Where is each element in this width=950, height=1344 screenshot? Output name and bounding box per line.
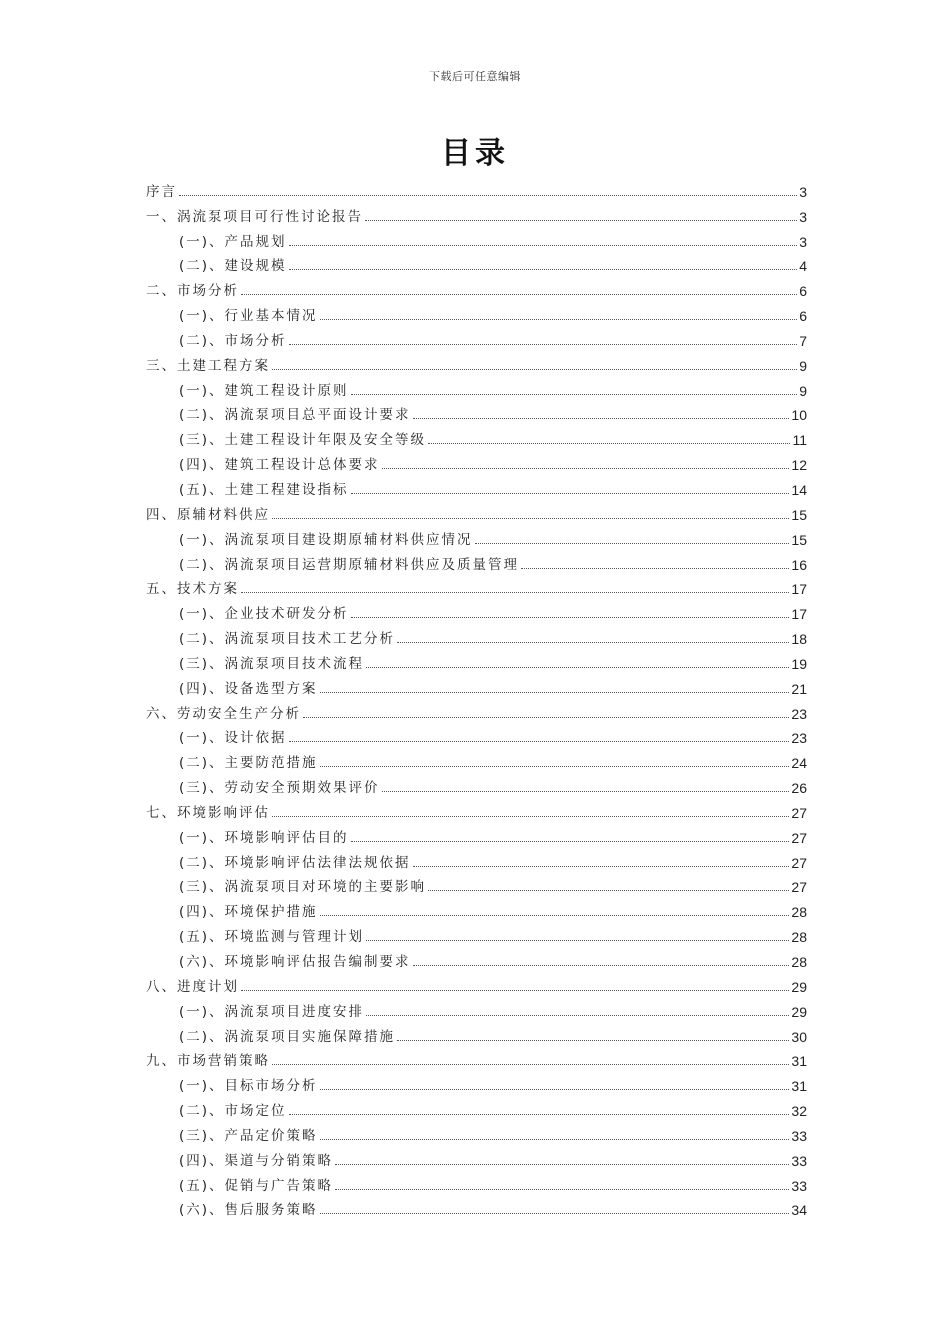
toc-dot-leader <box>397 642 789 643</box>
toc-chapter-entry[interactable] <box>146 349 807 374</box>
toc-dot-leader <box>365 220 797 221</box>
toc-chapter-entry[interactable] <box>146 796 807 821</box>
toc-section-entry[interactable] <box>146 1069 807 1094</box>
toc-page-number: 28 <box>791 929 807 946</box>
toc-dot-leader <box>272 369 797 370</box>
toc-chapter-entry[interactable] <box>146 175 807 200</box>
toc-section-entry[interactable] <box>146 821 807 846</box>
toc-entry-label: (二)、环境影响评估法律法规依据 <box>179 854 411 871</box>
toc-page-number: 29 <box>791 1003 807 1020</box>
toc-dot-leader <box>351 841 790 842</box>
toc-dot-leader <box>289 741 790 742</box>
toc-section-entry[interactable] <box>146 324 807 349</box>
toc-section-entry[interactable] <box>146 1169 807 1194</box>
toc-page-number: 27 <box>791 879 807 896</box>
toc-dot-leader <box>351 617 790 618</box>
toc-section-entry[interactable] <box>146 945 807 970</box>
toc-entry-label: 九、市场营销策略 <box>146 1053 270 1070</box>
toc-dot-leader <box>320 1139 790 1140</box>
toc-page-number: 28 <box>791 954 807 970</box>
toc-dot-leader <box>272 518 789 519</box>
toc-section-entry[interactable] <box>146 473 807 498</box>
toc-section-entry[interactable] <box>146 672 807 697</box>
toc-dot-leader <box>366 1015 789 1016</box>
toc-entry-label: (二)、涡流泵项目运营期原辅材料供应及质量管理 <box>179 556 520 573</box>
toc-entry-label: 五、技术方案 <box>146 581 239 598</box>
toc-entry-label: (二)、建设规模 <box>179 258 287 275</box>
toc-section-entry[interactable] <box>146 374 807 399</box>
toc-page-number: 21 <box>791 680 807 697</box>
toc-page-number: 26 <box>791 780 807 797</box>
toc-section-entry[interactable] <box>146 722 807 747</box>
toc-dot-leader <box>351 394 798 395</box>
toc-dot-leader <box>303 717 789 718</box>
toc-section-entry[interactable] <box>146 523 807 548</box>
toc-page-number: 32 <box>791 1103 807 1120</box>
toc-page-number: 29 <box>791 978 807 995</box>
toc-section-entry[interactable] <box>146 299 807 324</box>
toc-section-entry[interactable] <box>146 225 807 250</box>
toc-entry-label: (一)、目标市场分析 <box>179 1078 318 1095</box>
toc-entry-label: (二)、涡流泵项目总平面设计要求 <box>179 407 411 424</box>
toc-section-entry[interactable] <box>146 250 807 275</box>
toc-entry-label: 三、土建工程方案 <box>146 357 270 374</box>
toc-dot-leader <box>382 791 790 792</box>
toc-dot-leader <box>382 468 790 469</box>
toc-section-entry[interactable] <box>146 647 807 672</box>
toc-entry-label: (一)、行业基本情况 <box>179 308 318 325</box>
toc-entry-label: 六、劳动安全生产分析 <box>146 705 301 722</box>
toc-section-entry[interactable] <box>146 1119 807 1144</box>
toc-section-entry[interactable] <box>146 1020 807 1045</box>
toc-entry-label: 七、环境影响评估 <box>146 804 270 821</box>
toc-entry-label: (三)、涡流泵项目对环境的主要影响 <box>179 879 427 896</box>
toc-page-number: 27 <box>791 854 807 871</box>
toc-page-number: 9 <box>799 382 807 399</box>
table-of-contents <box>146 175 807 1218</box>
toc-page-number: 33 <box>791 1127 807 1144</box>
toc-entry-label: (五)、土建工程建设指标 <box>179 481 349 498</box>
toc-dot-leader <box>335 1189 789 1190</box>
toc-dot-leader <box>272 816 789 817</box>
toc-dot-leader <box>179 195 797 196</box>
toc-page-number: 24 <box>791 755 807 772</box>
toc-dot-leader <box>320 692 790 693</box>
toc-dot-leader <box>320 915 790 916</box>
toc-section-entry[interactable] <box>146 423 807 448</box>
toc-dot-leader <box>428 443 790 444</box>
toc-entry-label: (四)、设备选型方案 <box>179 680 318 697</box>
toc-page-number: 4 <box>799 258 807 275</box>
toc-section-entry[interactable] <box>146 920 807 945</box>
toc-chapter-entry[interactable] <box>146 200 807 225</box>
toc-entry-label: (四)、渠道与分销策略 <box>179 1152 334 1169</box>
toc-dot-leader <box>272 1064 789 1065</box>
toc-dot-leader <box>366 667 789 668</box>
toc-entry-label: (五)、促销与广告策略 <box>179 1177 334 1194</box>
toc-dot-leader <box>289 344 798 345</box>
toc-page-number: 6 <box>799 283 807 300</box>
toc-dot-leader <box>241 294 797 295</box>
toc-section-entry[interactable] <box>146 1194 807 1219</box>
toc-dot-leader <box>413 965 790 966</box>
toc-page-number: 11 <box>792 432 807 449</box>
toc-page-number: 15 <box>791 531 807 548</box>
toc-dot-leader <box>289 1114 790 1115</box>
toc-section-entry[interactable] <box>146 448 807 473</box>
toc-entry-label: 二、市场分析 <box>146 283 239 300</box>
toc-dot-leader <box>241 990 789 991</box>
toc-chapter-entry[interactable] <box>146 697 807 722</box>
toc-page-number: 33 <box>791 1177 807 1194</box>
toc-dot-leader <box>241 592 789 593</box>
toc-page-number: 14 <box>791 481 807 498</box>
toc-entry-label: 序言 <box>146 183 177 200</box>
toc-dot-leader <box>475 543 790 544</box>
toc-entry-label: (五)、环境监测与管理计划 <box>179 929 365 946</box>
toc-page-number: 7 <box>799 332 807 349</box>
toc-dot-leader <box>351 493 790 494</box>
toc-entry-label: (六)、环境影响评估报告编制要求 <box>179 954 411 970</box>
toc-page-number: 18 <box>791 631 807 648</box>
toc-section-entry[interactable] <box>146 1094 807 1119</box>
toc-entry-label: (一)、建筑工程设计原则 <box>179 382 349 399</box>
toc-page-number: 12 <box>791 457 807 474</box>
toc-dot-leader <box>397 1040 789 1041</box>
toc-dot-leader <box>320 1213 790 1214</box>
toc-section-entry[interactable] <box>146 399 807 424</box>
toc-dot-leader <box>335 1164 789 1165</box>
toc-entry-label: 四、原辅材料供应 <box>146 506 270 523</box>
toc-entry-label: (一)、涡流泵项目建设期原辅材料供应情况 <box>179 531 473 548</box>
toc-entry-label: (一)、产品规划 <box>179 233 287 250</box>
toc-page-number: 31 <box>791 1078 807 1095</box>
toc-section-entry[interactable] <box>146 548 807 573</box>
toc-entry-label: 一、涡流泵项目可行性讨论报告 <box>146 208 363 225</box>
toc-page-number: 3 <box>799 233 807 250</box>
toc-section-entry[interactable] <box>146 622 807 647</box>
toc-entry-label: (四)、环境保护措施 <box>179 904 318 921</box>
toc-page-number: 15 <box>791 506 807 523</box>
toc-page-number: 23 <box>791 705 807 722</box>
toc-entry-label: (一)、涡流泵项目进度安排 <box>179 1003 365 1020</box>
header-note: 下载后可任意编辑 <box>429 70 521 83</box>
toc-dot-leader <box>428 890 789 891</box>
toc-section-entry[interactable] <box>146 995 807 1020</box>
toc-dot-leader <box>320 766 790 767</box>
toc-entry-label: 八、进度计划 <box>146 978 239 995</box>
toc-page-number: 28 <box>791 904 807 921</box>
page-title: 目录 <box>441 136 509 171</box>
toc-entry-label: (二)、涡流泵项目实施保障措施 <box>179 1028 396 1045</box>
toc-entry-label: (二)、市场分析 <box>179 332 287 349</box>
toc-entry-label: (二)、主要防范措施 <box>179 755 318 772</box>
toc-entry-label: (三)、土建工程设计年限及安全等级 <box>179 432 427 449</box>
toc-page-number: 17 <box>791 581 807 598</box>
toc-page-number: 34 <box>791 1202 807 1219</box>
toc-section-entry[interactable] <box>146 1144 807 1169</box>
toc-entry-label: (一)、环境影响评估目的 <box>179 829 349 846</box>
toc-dot-leader <box>521 568 789 569</box>
toc-dot-leader <box>289 245 798 246</box>
toc-entry-label: (二)、涡流泵项目技术工艺分析 <box>179 631 396 648</box>
toc-entry-label: (一)、设计依据 <box>179 730 287 747</box>
toc-page-number: 19 <box>791 655 807 672</box>
toc-entry-label: (三)、劳动安全预期效果评价 <box>179 780 380 797</box>
toc-entry-label: (四)、建筑工程设计总体要求 <box>179 457 380 474</box>
toc-page-number: 27 <box>791 804 807 821</box>
toc-chapter-entry[interactable] <box>146 970 807 995</box>
toc-page-number: 30 <box>791 1028 807 1045</box>
toc-entry-label: (一)、企业技术研发分析 <box>179 606 349 623</box>
toc-chapter-entry[interactable] <box>146 573 807 598</box>
toc-chapter-entry[interactable] <box>146 498 807 523</box>
toc-page-number: 31 <box>791 1053 807 1070</box>
toc-page-number: 23 <box>791 730 807 747</box>
toc-section-entry[interactable] <box>146 871 807 896</box>
toc-dot-leader <box>289 269 798 270</box>
toc-entry-label: (三)、涡流泵项目技术流程 <box>179 655 365 672</box>
toc-dot-leader <box>413 866 790 867</box>
toc-entry-label: (六)、售后服务策略 <box>179 1202 318 1219</box>
toc-page-number: 9 <box>799 357 807 374</box>
toc-page-number: 33 <box>791 1152 807 1169</box>
toc-entry-label: (三)、产品定价策略 <box>179 1127 318 1144</box>
toc-page-number: 17 <box>791 606 807 623</box>
toc-chapter-entry[interactable] <box>146 274 807 299</box>
toc-section-entry[interactable] <box>146 746 807 771</box>
toc-page-number: 3 <box>799 208 807 225</box>
toc-section-entry[interactable] <box>146 597 807 622</box>
toc-dot-leader <box>320 319 798 320</box>
toc-page-number: 3 <box>799 183 807 200</box>
toc-dot-leader <box>366 940 789 941</box>
toc-section-entry[interactable] <box>146 771 807 796</box>
toc-chapter-entry[interactable] <box>146 1045 807 1070</box>
toc-page-number: 27 <box>791 829 807 846</box>
toc-entry-label: (二)、市场定位 <box>179 1103 287 1120</box>
toc-dot-leader <box>320 1089 790 1090</box>
toc-page-number: 10 <box>791 407 807 424</box>
toc-section-entry[interactable] <box>146 895 807 920</box>
toc-section-entry[interactable] <box>146 846 807 871</box>
toc-page-number: 6 <box>799 308 807 325</box>
toc-page-number: 16 <box>791 556 807 573</box>
toc-dot-leader <box>413 418 790 419</box>
